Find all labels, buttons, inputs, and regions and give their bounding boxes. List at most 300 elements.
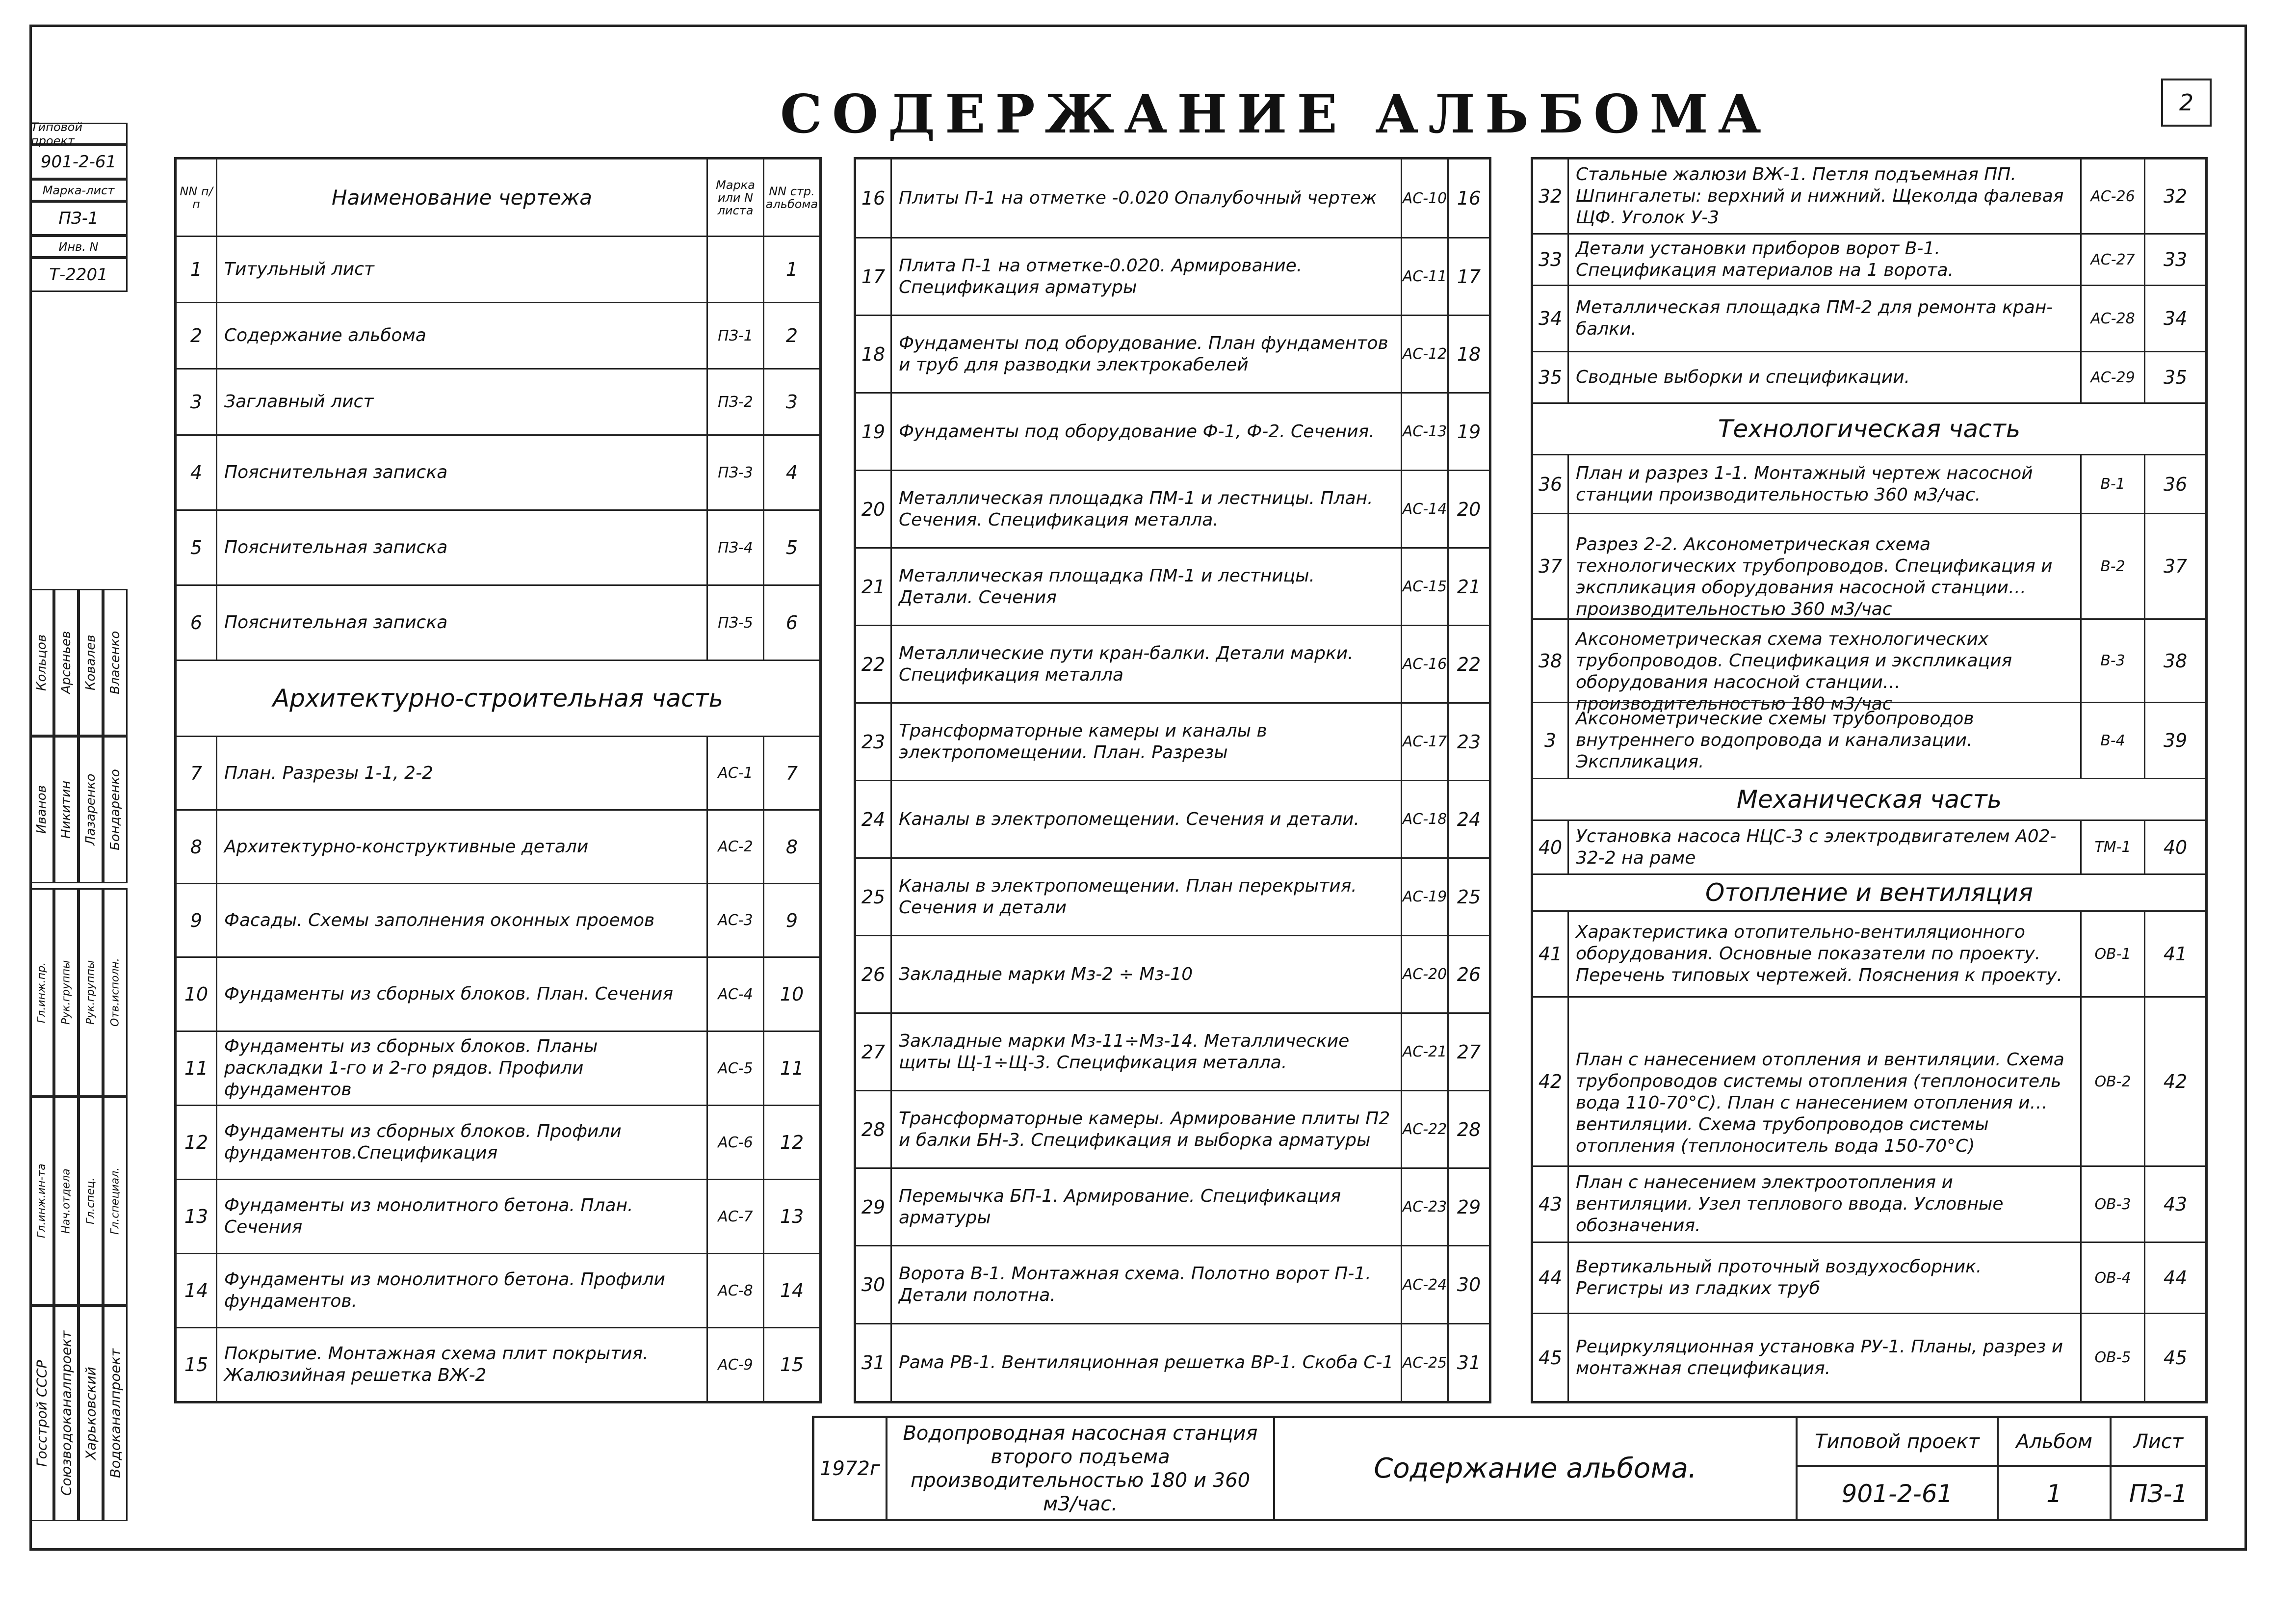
cell-page <box>2144 514 2205 618</box>
cell-mark-text: АС-16 <box>1402 656 1447 673</box>
cell-page-text: 27 <box>1457 1041 1481 1063</box>
stamp-org: Водоканалпроект <box>103 1305 128 1521</box>
cell-mark <box>2080 912 2144 996</box>
cell-no <box>1533 998 1567 1165</box>
cell-no-text: 30 <box>861 1274 886 1295</box>
cell-page-text: 9 <box>785 909 798 931</box>
cell-no <box>177 303 216 368</box>
cell-name-text: Закладные марки Мз-2 ÷ Мз-10 <box>899 964 1193 984</box>
stamp-name: Арсеньев <box>54 589 78 736</box>
cell-no <box>856 936 890 1012</box>
cell-name-text: Трансформаторные камеры и каналы в электропомещении. План. Разрезы <box>899 720 1267 763</box>
cell-no-text: 8 <box>190 836 203 858</box>
cell-mark-text: АС-15 <box>1402 578 1447 595</box>
cell-page <box>763 1254 819 1327</box>
table-row <box>1533 159 2205 233</box>
cell-page-text: 39 <box>2163 730 2188 751</box>
table-row <box>1533 233 2205 285</box>
cell-mark <box>706 303 763 368</box>
cell-no <box>177 370 216 434</box>
cell-name <box>1567 455 2080 513</box>
table-row <box>856 547 1489 625</box>
cell-mark <box>1401 936 1447 1012</box>
cell-no-text: 7 <box>190 762 203 784</box>
cell-no <box>856 1014 890 1090</box>
cell-page <box>1447 781 1489 857</box>
cell-mark-text: АС-14 <box>1402 501 1447 518</box>
cell-mark-text: ОВ-2 <box>2094 1073 2131 1090</box>
table-row <box>856 1090 1489 1167</box>
cell-page <box>2144 286 2205 351</box>
stamp-name: Бондаренко <box>103 736 128 883</box>
tb-sheet-title: Содержание альбома. <box>1273 1418 1796 1519</box>
cell-no <box>856 1246 890 1323</box>
tb-album <box>1997 1418 2110 1519</box>
tb-h-album: Альбом <box>1999 1418 2110 1467</box>
cell-no-text: 32 <box>1538 185 1563 207</box>
cell-name <box>890 394 1401 470</box>
cell-name-text: Рама РВ-1. Вентиляционная решетка ВР-1. Скоба С-1 <box>899 1352 1394 1373</box>
cell-name-text: Характеристика отопительно-вентиляционного оборудования. Основные показатели по проекту. Перечень типовых чертежей. Пояснения к проекту. <box>1576 922 2062 985</box>
cell-name <box>216 511 706 584</box>
cell-mark <box>706 511 763 584</box>
cell-name-text: Аксонометрическая схема технологических трубопроводов. Спецификация и экспликация оборудования насосной станции производительностью 180 м3/час <box>1576 629 2012 714</box>
cell-name-text: Стальные жалюзи ВЖ-1. Петля подъемная ПП. Шпингалеты: верхний и нижний. Щеколда фалевая ЩФ. Уголок У-3 <box>1576 164 2064 228</box>
cell-mark-text: АС-17 <box>1402 733 1447 750</box>
stamp-role: Гл.спец. <box>78 1097 103 1305</box>
cell-page-text: 32 <box>2163 185 2188 207</box>
cell-page-text: 25 <box>1457 886 1481 908</box>
cell-page <box>1447 859 1489 935</box>
cell-no-text: 31 <box>861 1352 886 1374</box>
cell-no-text: 15 <box>184 1354 209 1375</box>
stamp-org: Союзводоканалпроект <box>54 1305 78 1521</box>
cell-no-text: 41 <box>1538 943 1563 965</box>
table-row <box>177 736 819 809</box>
cell-page <box>2144 1167 2205 1242</box>
cell-name <box>890 936 1401 1012</box>
stamp-name: Никитин <box>54 736 78 883</box>
stamp-role: Гл.инж.ин-та <box>29 1097 54 1305</box>
cell-mark-text: АС-27 <box>2090 251 2135 268</box>
cell-page <box>1447 238 1489 315</box>
table-row <box>856 1245 1489 1323</box>
table-row <box>1533 513 2205 618</box>
cell-name <box>1567 1243 2080 1313</box>
table-row <box>177 509 819 584</box>
cell-name-text: Фундаменты из сборных блоков. План. Сечения <box>224 984 673 1004</box>
cell-no-text: 16 <box>861 187 886 209</box>
cell-mark-text: ПЗ-3 <box>718 464 753 481</box>
cell-name-text: Фундаменты под оборудование Ф-1, Ф-2. Сечения. <box>899 421 1375 442</box>
cell-page <box>1447 549 1489 625</box>
table-row <box>177 584 819 660</box>
cell-mark <box>706 1180 763 1253</box>
table-row <box>1533 1242 2205 1313</box>
cell-name-text: Металлические пути кран-балки. Детали марки. Спецификация металла <box>899 643 1354 685</box>
cell-page <box>763 958 819 1031</box>
stamp-inv-number: Т-2201 <box>29 258 128 292</box>
cell-no-text: 12 <box>184 1132 209 1153</box>
cell-mark-text: АС-7 <box>718 1208 753 1225</box>
cell-no-text: 5 <box>190 537 203 558</box>
cell-name-text: Ворота В-1. Монтажная схема. Полотно ворот П-1. Детали полотна. <box>899 1264 1371 1305</box>
stamp-label-mark: Марка-лист <box>29 179 128 201</box>
cell-page <box>2144 703 2205 778</box>
cell-no <box>856 1169 890 1245</box>
cell-page-text: 13 <box>780 1206 804 1227</box>
cell-mark-text: ТМ-1 <box>2094 839 2131 856</box>
header-mark: Марка или N листа <box>706 159 763 236</box>
cell-page-text: 38 <box>2163 650 2188 672</box>
cell-no-text: 1 <box>190 259 203 280</box>
cell-mark-text: ОВ-1 <box>2094 945 2131 963</box>
stamp-role: Отв.исполн. <box>103 888 128 1097</box>
table-row <box>1533 819 2205 873</box>
cell-page-text: 45 <box>2163 1347 2188 1369</box>
cell-page-text: 33 <box>2163 249 2188 270</box>
cell-mark <box>2080 1243 2144 1313</box>
cell-no-text: 17 <box>861 265 886 288</box>
cell-page-text: 43 <box>2163 1193 2188 1215</box>
cell-mark <box>706 884 763 956</box>
sheet-number: 2 <box>2161 79 2212 127</box>
cell-mark-text: АС-12 <box>1402 345 1447 363</box>
table-row <box>1533 351 2205 402</box>
table-row <box>177 1105 819 1179</box>
cell-name <box>890 1324 1401 1401</box>
table-row <box>177 1253 819 1327</box>
cell-no <box>1533 1167 1567 1242</box>
cell-no <box>856 704 890 780</box>
cell-name-text: Архитектурно-конструктивные детали <box>224 836 589 857</box>
cell-name <box>890 549 1401 625</box>
cell-mark-text: АС-28 <box>2090 310 2135 327</box>
table-row <box>1533 618 2205 714</box>
cell-no-text: 29 <box>861 1196 886 1218</box>
cell-page-text: 37 <box>2163 555 2188 577</box>
stamp-role: Гл.инж.пр. <box>29 888 54 1097</box>
section-architecture: Архитектурно-строительная часть <box>177 660 819 736</box>
cell-mark-text: В-1 <box>2100 476 2125 493</box>
cell-mark-text: АС-23 <box>1402 1198 1447 1216</box>
table-row <box>856 159 1489 237</box>
cell-page <box>1447 626 1489 702</box>
cell-no <box>856 394 890 470</box>
cell-mark <box>1401 859 1447 935</box>
cell-no-text: 22 <box>861 653 886 675</box>
cell-page <box>2144 1243 2205 1313</box>
cell-no <box>1533 286 1567 351</box>
cell-mark <box>2080 455 2144 513</box>
table-row <box>1533 910 2205 996</box>
cell-mark <box>706 1328 763 1401</box>
cell-page <box>1447 1246 1489 1323</box>
cell-page <box>2144 821 2205 873</box>
cell-mark-text: АС-3 <box>718 912 753 929</box>
cell-page-text: 40 <box>2163 836 2188 858</box>
stamp-role: Гл.специал. <box>103 1097 128 1305</box>
cell-no <box>856 859 890 935</box>
cell-mark-text: АС-22 <box>1402 1121 1447 1138</box>
cell-page-text: 21 <box>1457 576 1481 598</box>
cell-page-text: 8 <box>785 836 798 858</box>
cell-mark <box>2080 998 2144 1165</box>
cell-no-text: 24 <box>861 808 886 830</box>
cell-page <box>2144 159 2205 233</box>
table-row <box>856 857 1489 935</box>
cell-mark <box>706 811 763 883</box>
cell-mark <box>1401 704 1447 780</box>
table-row <box>856 1323 1489 1401</box>
cell-mark <box>1401 394 1447 470</box>
cell-page-text: 1 <box>785 259 798 280</box>
table-row <box>856 392 1489 470</box>
cell-page <box>763 1180 819 1253</box>
cell-no-text: 21 <box>861 576 886 598</box>
cell-mark <box>1401 159 1447 237</box>
cell-no <box>1533 352 1567 402</box>
table-row <box>856 237 1489 315</box>
cell-page-text: 2 <box>785 325 798 346</box>
cell-page <box>763 237 819 302</box>
tb-h-sheet: Лист <box>2112 1418 2205 1467</box>
cell-page-text: 24 <box>1457 808 1481 830</box>
header-page: NN стр. альбома <box>763 159 819 236</box>
contents-table-2 <box>854 157 1491 1403</box>
cell-name <box>1567 235 2080 285</box>
cell-no <box>177 1032 216 1105</box>
cell-page <box>763 884 819 956</box>
cell-no-text: 27 <box>861 1041 886 1063</box>
cell-page-text: 20 <box>1457 498 1481 520</box>
cell-name <box>890 626 1401 702</box>
cell-name-text: Фундаменты из сборных блоков. Профили фундаментов.Спецификация <box>224 1121 622 1163</box>
cell-no <box>177 811 216 883</box>
cell-mark <box>2080 1167 2144 1242</box>
table-row <box>856 702 1489 780</box>
cell-mark-text: АС-9 <box>718 1356 753 1374</box>
cell-name <box>1567 159 2080 233</box>
cell-name <box>216 811 706 883</box>
cell-mark <box>2080 352 2144 402</box>
cell-mark-text: ОВ-5 <box>2094 1349 2131 1366</box>
stamp-org: Харьковский <box>78 1305 103 1521</box>
cell-mark-text: АС-18 <box>1402 811 1447 828</box>
cell-no-text: 28 <box>861 1118 886 1140</box>
cell-mark <box>706 370 763 434</box>
cell-page <box>2144 998 2205 1165</box>
cell-page-text: 36 <box>2163 473 2188 495</box>
cell-mark-text: АС-6 <box>718 1134 753 1151</box>
cell-no-text: 2 <box>190 325 203 346</box>
cell-page-text: 10 <box>780 983 804 1005</box>
cell-mark <box>1401 549 1447 625</box>
cell-page-text: 29 <box>1457 1196 1481 1218</box>
cell-no <box>856 316 890 392</box>
cell-mark <box>1401 781 1447 857</box>
cell-page <box>2144 912 2205 996</box>
tb-sheet <box>2110 1418 2205 1519</box>
cell-name <box>216 303 706 368</box>
cell-name-text: План и разрез 1-1. Монтажный чертеж насосной станции производительностью 360 м3/час. <box>1576 463 2033 505</box>
cell-mark <box>2080 821 2144 873</box>
cell-mark-text: АС-29 <box>2090 369 2135 386</box>
cell-no-text: 26 <box>861 963 886 985</box>
cell-mark-text: АС-26 <box>2090 187 2135 205</box>
cell-mark-text: АС-13 <box>1402 423 1447 440</box>
cell-no-text: 35 <box>1538 367 1563 388</box>
cell-no-text: 13 <box>184 1206 209 1227</box>
cell-mark-text: АС-11 <box>1402 268 1447 285</box>
cell-mark-text: В-4 <box>2100 732 2125 749</box>
cell-page-text: 7 <box>785 762 798 784</box>
stamp-name: Ковалев <box>78 589 103 736</box>
cell-mark <box>1401 1091 1447 1167</box>
cell-page-text: 42 <box>2163 1071 2188 1092</box>
cell-page <box>2144 235 2205 285</box>
cell-no <box>1533 620 1567 702</box>
cell-name <box>890 471 1401 547</box>
cell-no <box>177 958 216 1031</box>
stamp-name: Власенко <box>103 589 128 736</box>
cell-name-text: Титульный лист <box>224 259 374 279</box>
cell-no-text: 42 <box>1538 1071 1563 1092</box>
cell-no <box>856 1091 890 1167</box>
cell-no <box>856 238 890 315</box>
cell-name <box>890 704 1401 780</box>
cell-name <box>1567 286 2080 351</box>
cell-mark-text: ОВ-3 <box>2094 1195 2131 1213</box>
table-row <box>856 470 1489 547</box>
cell-page <box>2144 455 2205 513</box>
cell-no <box>1533 821 1567 873</box>
cell-name-text: Фундаменты под оборудование. План фундаментов и труб для разводки электрокабелей <box>899 333 1388 375</box>
cell-page <box>763 586 819 660</box>
cell-mark <box>1401 1014 1447 1090</box>
header-name: Наименование чертежа <box>216 159 706 236</box>
cell-mark <box>1401 238 1447 315</box>
cell-page <box>763 1328 819 1401</box>
cell-name <box>1567 1167 2080 1242</box>
cell-mark <box>706 1106 763 1179</box>
cell-name <box>1567 998 2080 1165</box>
cell-mark <box>706 958 763 1031</box>
cell-name-text: Каналы в электропомещении. План перекрытия. Сечения и детали <box>899 875 1357 918</box>
cell-mark <box>706 737 763 809</box>
cell-mark-text: АС-8 <box>718 1282 753 1299</box>
cell-mark <box>1401 316 1447 392</box>
cell-page <box>1447 1324 1489 1401</box>
cell-no-text: 20 <box>861 498 886 520</box>
cell-page-text: 30 <box>1457 1274 1481 1295</box>
cell-no-text: 44 <box>1538 1267 1563 1289</box>
cell-name-text: Пояснительная записка <box>224 537 448 557</box>
cell-name-text: Трансформаторные камеры. Армирование плиты П2 и балки БН-3. Спецификация и выборка арматуры <box>899 1108 1390 1150</box>
cell-no-text: 25 <box>861 886 886 908</box>
cell-no-text: 10 <box>184 983 209 1005</box>
cell-mark <box>1401 1169 1447 1245</box>
cell-page-text: 31 <box>1457 1352 1481 1374</box>
cell-no <box>1533 455 1567 513</box>
cell-name <box>1567 912 2080 996</box>
tb-project <box>1796 1418 1997 1519</box>
cell-name-text: Фундаменты из монолитного бетона. Профили фундаментов. <box>224 1269 665 1311</box>
cell-name <box>1567 514 2080 618</box>
cell-name <box>216 884 706 956</box>
cell-page <box>1447 159 1489 237</box>
table-row <box>177 809 819 883</box>
cell-name-text: Детали установки приборов ворот В-1. Спецификация материалов на 1 ворота. <box>1576 238 1954 280</box>
cell-page-text: 35 <box>2163 367 2188 388</box>
cell-no <box>1533 1314 1567 1401</box>
cell-name-text: Металлическая площадка ПМ-1 и лестницы. Детали. Сечения <box>899 565 1315 608</box>
table-row <box>1533 996 2205 1165</box>
cell-mark-text: АС-25 <box>1402 1354 1447 1372</box>
tb-year: 1972г <box>820 1457 880 1480</box>
cell-name <box>890 859 1401 935</box>
cell-page <box>763 511 819 584</box>
page-title: СОДЕРЖАНИЕ АЛЬБОМА <box>780 83 1771 145</box>
cell-mark <box>1401 626 1447 702</box>
table-row <box>1533 454 2205 513</box>
cell-name-text: Сводные выборки и спецификации. <box>1576 367 1910 387</box>
table-row <box>856 935 1489 1012</box>
cell-name-text: Заглавный лист <box>224 392 374 412</box>
cell-no-text: 40 <box>1538 836 1563 858</box>
cell-page <box>763 303 819 368</box>
section-mechanical: Механическая часть <box>1533 778 2205 819</box>
cell-name-text: Рециркуляционная установка РУ-1. Планы, разрез и монтажная спецификация. <box>1576 1336 2063 1378</box>
cell-mark <box>2080 235 2144 285</box>
cell-name-text: Содержание альбома <box>224 325 426 345</box>
cell-mark-text: В-3 <box>2100 652 2125 669</box>
tb-h-project: Типовой проект <box>1798 1418 1997 1467</box>
cell-no <box>177 436 216 509</box>
cell-name <box>216 1180 706 1253</box>
cell-no <box>177 884 216 956</box>
title-block <box>812 1416 2208 1521</box>
table-row <box>856 1167 1489 1245</box>
table-row <box>177 368 819 434</box>
cell-name <box>216 237 706 302</box>
cell-name <box>1567 821 2080 873</box>
stamp-org: Госстрой СССР <box>29 1305 54 1521</box>
section-technology: Технологическая часть <box>1533 402 2205 454</box>
cell-page <box>1447 1169 1489 1245</box>
cell-page <box>1447 1091 1489 1167</box>
cell-mark-text: АС-19 <box>1402 888 1447 905</box>
stamp-name: Иванов <box>29 736 54 883</box>
cell-no-text: 19 <box>861 421 886 443</box>
cell-no-text: 38 <box>1538 650 1563 672</box>
table-row <box>177 1031 819 1105</box>
cell-page-text: 15 <box>780 1354 804 1375</box>
cell-name-text: Фундаменты из монолитного бетона. План. Сечения <box>224 1195 633 1237</box>
cell-mark <box>2080 703 2144 778</box>
table-row <box>177 236 819 302</box>
cell-name <box>890 238 1401 315</box>
cell-page <box>763 1106 819 1179</box>
cell-name-text: Разрез 2-2. Аксонометрическая схема технологических трубопроводов. Спецификация и экспликация оборудования насосной станции производительностью 360 м3/час <box>1576 534 2053 619</box>
cell-name-text: Пояснительная записка <box>224 612 448 633</box>
cell-no-text: 34 <box>1538 308 1563 329</box>
cell-mark-text: АС-20 <box>1402 966 1447 983</box>
cell-page <box>2144 1314 2205 1401</box>
cell-name <box>890 1091 1401 1167</box>
cell-page-text: 17 <box>1457 265 1481 288</box>
cell-page <box>1447 316 1489 392</box>
